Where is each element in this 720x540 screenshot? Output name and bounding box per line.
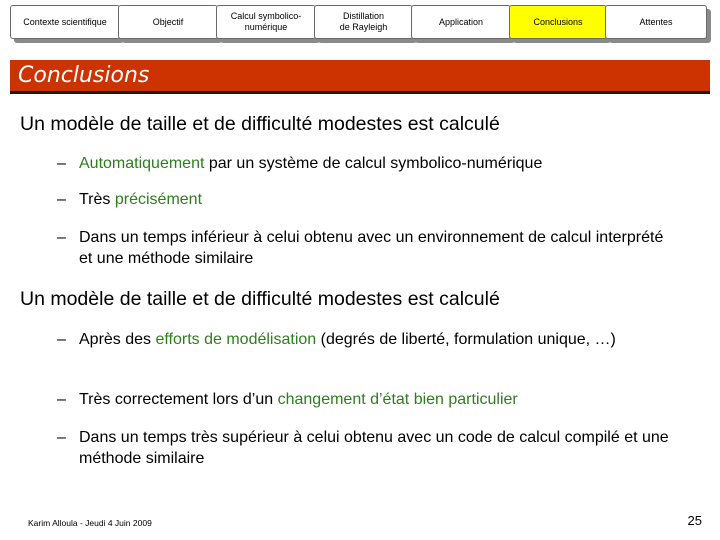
bullet-text: Après des <box>79 331 156 348</box>
section-heading: Un modèle de taille et de difficulté modestes est calculé <box>20 288 500 310</box>
title-banner <box>10 60 710 94</box>
bullet-text: Dans un temps inférieur à celui obtenu avec un environnement de calcul interprété et une méthode similaire <box>79 229 664 267</box>
bullet-item <box>57 227 667 269</box>
bullet-item <box>57 329 667 350</box>
highlight-text: précisément <box>114 191 203 208</box>
tab-label: Contexte scientifique <box>23 16 107 27</box>
bullet-dash: – <box>57 391 66 408</box>
bullet-text: Dans un temps très supérieur à celui obtenu avec un code de calcul compilé et une méthode similaire <box>79 429 669 467</box>
tab-label: Attentes <box>639 16 673 27</box>
bullet-dash: – <box>57 229 66 246</box>
bullet-dash: – <box>57 191 66 208</box>
bullet-item <box>57 153 697 174</box>
bullet-text: (degrés de liberté, formulation unique, …) <box>316 331 616 348</box>
tab-distillation-rayleigh[interactable] <box>314 5 413 39</box>
bullet-item <box>57 427 672 469</box>
tab-label: Application <box>438 16 484 27</box>
section-nav <box>10 5 715 45</box>
bullet-dash: – <box>57 429 66 446</box>
tab-objectif[interactable] <box>118 5 218 39</box>
tab-contexte-scientifique[interactable] <box>10 5 120 39</box>
tab-application[interactable] <box>411 5 511 39</box>
tab-attentes[interactable] <box>605 5 707 39</box>
footer-author-date: Karim Alloula - Jeudi 4 Juin 2009 <box>28 518 152 528</box>
highlight-text: Automatiquement <box>79 155 205 172</box>
page-number: 25 <box>687 513 702 528</box>
tab-label: Calcul symbolico- numérique <box>230 11 302 32</box>
tab-conclusions[interactable] <box>509 5 607 39</box>
bullet-dash: – <box>57 331 66 348</box>
bullet-text: Très correctement lors d’un <box>79 391 278 408</box>
tab-label: Objectif <box>152 16 184 27</box>
bullet-item <box>57 189 697 210</box>
slide-title: Conclusions <box>18 63 150 88</box>
highlight-text: changement d’état bien particulier <box>277 391 518 408</box>
tab-label: Conclusions <box>533 16 583 27</box>
tab-calcul-symbolico-numerique[interactable] <box>216 5 316 39</box>
bullet-text: Très <box>79 191 115 208</box>
bullet-text: par un système de calcul symbolico-numérique <box>204 155 543 172</box>
bullet-item <box>57 389 697 410</box>
bullet-dash: – <box>57 155 66 172</box>
tab-label: Distillation de Rayleigh <box>339 11 388 32</box>
section-heading: Un modèle de taille et de difficulté modestes est calculé <box>20 113 500 135</box>
highlight-text: efforts de modélisation <box>155 331 317 348</box>
